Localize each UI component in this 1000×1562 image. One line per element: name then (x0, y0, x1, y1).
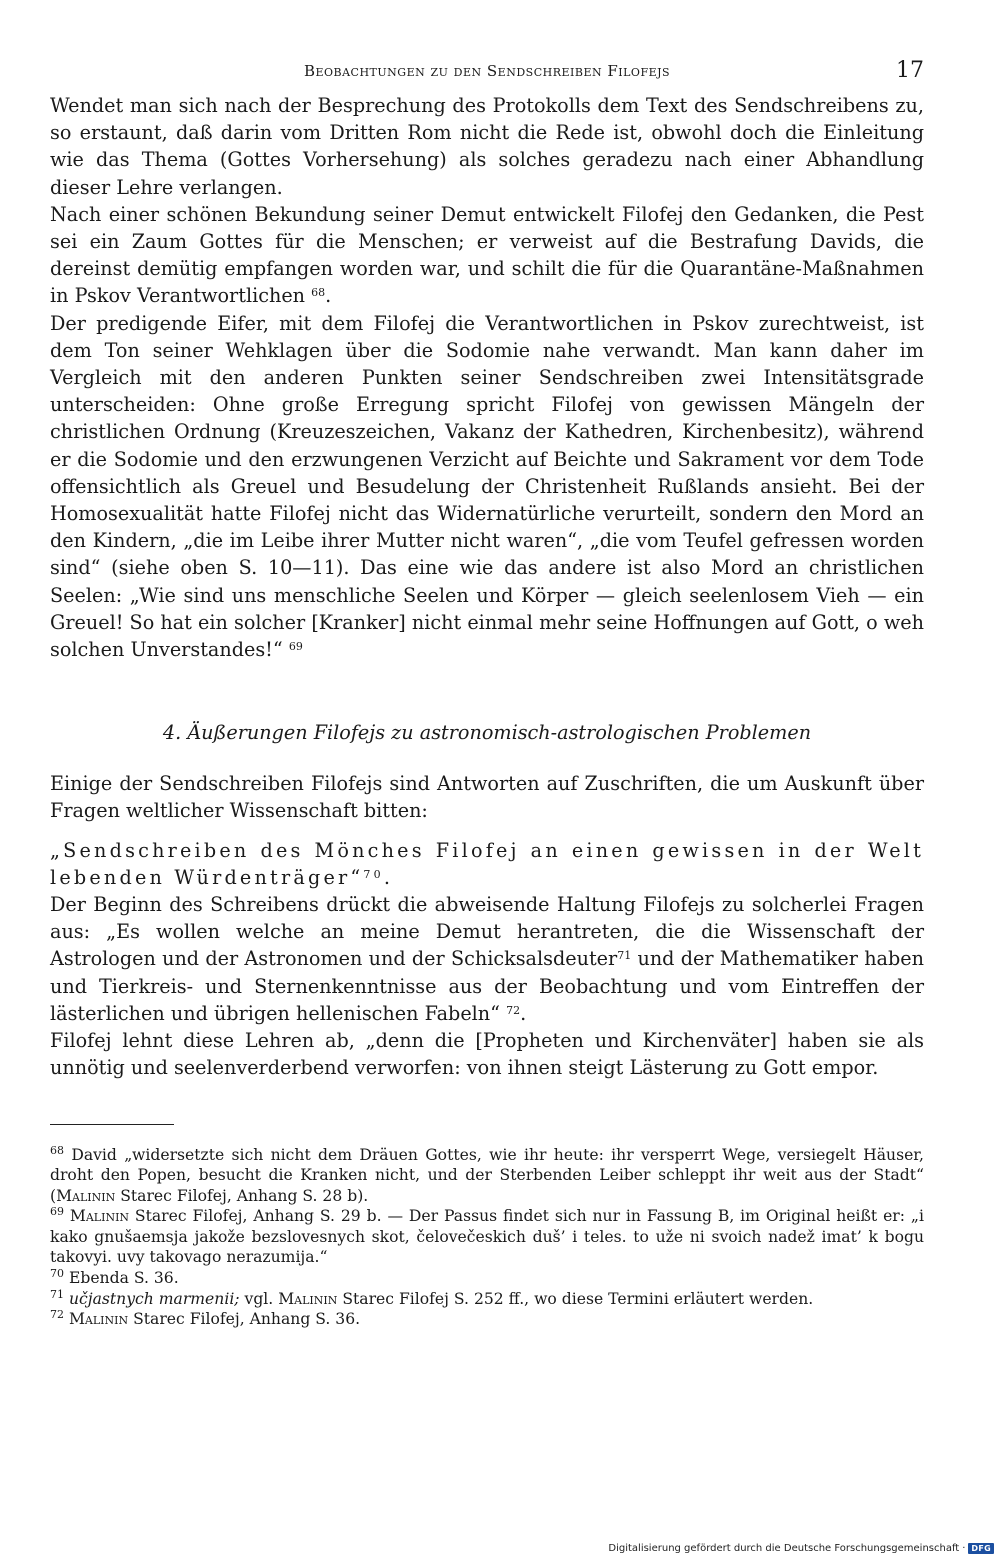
section-heading: 4. Äußerungen Filofejs zu astronomisch-astrologischen Problemen (162, 721, 812, 745)
footnote-number-68: 68 (50, 1143, 64, 1157)
paragraph-1-text: Wendet man sich nach der Besprechung des Protokolls dem Text des Sendschreibens zu, so erstaunt, daß darin vom Dritten Rom nicht die Rede ist, obwohl doch die Einleitung wie das Thema (Gottes Vorhersehung) als solches geradezu nach einer Abhandlung dieser Lehre verlangen. (50, 94, 924, 199)
footnote-number-71: 71 (50, 1287, 64, 1301)
running-title: Beobachtungen zu den Sendschreiben Filofejs (303, 62, 671, 80)
paragraph-5 (50, 891, 924, 1027)
letter-title-text: „Sendschreiben des Mönches Filofej an einen gewissen in der Welt lebenden Würdenträger“ (50, 838, 924, 889)
credit-text: Digitalisierung gefördert durch die Deutsche Forschungsgemeinschaft (608, 1543, 960, 1554)
footnote-71 (50, 1289, 924, 1310)
footnote-72-author: Malinin (68, 1310, 129, 1329)
footnote-number-70: 70 (50, 1267, 64, 1281)
footnote-71-rest: Starec Filofej S. 252 ff., wo diese Termini erläutert werden. (337, 1289, 814, 1308)
paragraph-6-text: Filofej lehnt diese Lehren ab, „denn die [Propheten und Kirchenväter] haben sie als unnötig und seelenverderbend verworfen: von ihnen steigt Lästerung zu Gott empor. (50, 1029, 924, 1080)
footnote-71-term: učjastnych marmenii; (68, 1289, 240, 1308)
footnote-68-author: Malinin (56, 1186, 116, 1205)
digitization-credit (608, 1543, 994, 1554)
paragraph-5-text-a: Der Beginn des Schreibens drückt die abweisende Haltung Filofejs zu solcherlei Fragen aus: „Es wollen welche an meine Demut herantreten, die die Wissenschaft der Astrologen und der Astronomen und der Schicksalsdeuter (50, 893, 924, 971)
footnote-72 (50, 1309, 924, 1330)
running-head (50, 58, 924, 92)
paragraph-2 (50, 201, 924, 310)
footnote-divider (50, 1124, 174, 1125)
footnote-68-ref: Starec Filofej, Anhang S. 28 b). (115, 1186, 369, 1205)
page (50, 58, 924, 1330)
paragraph-3-text: Der predigende Eifer, mit dem Filofej die Verantwortlichen in Pskov zurechtweist, ist dem Ton seiner Wehklagen über die Sodomie nahe verwandt. Man kann daher im Vergleich mit den anderen Punkten seiner Sendschreiben zwei Intensitätsgrade unterscheiden: Ohne große Erregung spricht Filofej von gewissen Mängeln der christlichen Ordnung (Kreuzeszeichen, Vakanz der Kathedren, Kirchenbesitz), während er die Sodomie und den erzwungenen Verzicht auf Beichte und Sakrament vor dem Tode offensichtlich als Greuel und Besudelung der Christenheit Rußlands ansieht. Bei der Homosexualität hatte Filofej nicht das Widernatürliche verurteilt, sondern den Mord an den Kindern, „die im Leibe ihrer Mutter nicht waren“, „die vom Teufel gefressen worden sind“ (siehe oben S. 10—11). Das eine wie das andere ist also Mord an christlichen Seelen: „Wie sind uns menschliche Seelen und Körper — gleich seelenlosem Vieh — ein Greuel! So hat ein solcher [Kranker] nicht einmal mehr seine Hoffnungen auf Gott, o weh solchen Unverstandes!“ (50, 311, 924, 662)
footnote-69-text: Starec Filofej, Anhang S. 29 b. — Der Passus findet sich nur in Fassung B, im Original heißt er: „i kako gnušaemsja jakože bezslovesnych skot, čelovečeskich duš’ i teles. to uže ni svoich nadež imat’ k bogu takovyi. uvy takovago nerazumija.“ (50, 1207, 924, 1267)
footnote-72-text: Starec Filofej, Anhang S. 36. (128, 1310, 361, 1329)
footnote-71-author: Malinin (278, 1289, 338, 1308)
letter-title (50, 837, 924, 891)
paragraph-5-end: . (520, 1001, 527, 1025)
paragraph-5-text-b: und der Mathematiker haben und Tierkreis- und Sternenkenntnisse aus der Beobachtung und vom Eintreffen der lästerlichen und übrigen hellenischen Fabeln“ (50, 947, 924, 1025)
footnote-70-text: Ebenda S. 36. (64, 1269, 179, 1288)
footnote-ref-72[interactable]: 72 (506, 1003, 521, 1017)
paragraph-4-text: Einige der Sendschreiben Filofejs sind Antworten auf Zuschriften, die um Auskunft über Fragen weltlicher Wissenschaft bitten: (50, 772, 924, 823)
paragraph-6 (50, 1027, 924, 1081)
footnote-68-text: David „widersetzte sich nicht dem Dräuen Gottes, wie ihr heute: ihr versperrt Wege, versiegelt Häuser, droht den Popen, besucht die Kranken nicht, und der Sterbenden Leiber schleppt ihr weit aus der Stadt“ ( (50, 1145, 924, 1205)
footnote-ref-70[interactable]: 70 (363, 867, 384, 881)
footnote-ref-68[interactable]: 68 (311, 286, 326, 300)
footnote-71-text: vgl. (239, 1289, 279, 1308)
paragraph-2-text: Nach einer schönen Bekundung seiner Demut entwickelt Filofej den Gedanken, die Pest sei ein Zaum Gottes für die Menschen; er verweist auf die Bestrafung Davids, die dereinst demütig empfangen worden war, und schilt die für die Quarantäne-Maßnahmen in Pskov Verantwortlichen (50, 202, 924, 308)
letter-title-end: . (383, 865, 394, 889)
paragraph-1 (50, 92, 924, 201)
dfg-logo-icon[interactable]: DFG (968, 1543, 994, 1554)
footnote-ref-69[interactable]: 69 (288, 640, 303, 654)
footnote-68 (50, 1145, 924, 1207)
credit-separator: · (962, 1543, 966, 1554)
page-number: 17 (896, 58, 924, 83)
footnote-ref-71[interactable]: 71 (617, 949, 632, 963)
footnote-69 (50, 1206, 924, 1268)
footnote-70 (50, 1268, 924, 1289)
footnote-number-72: 72 (50, 1308, 64, 1322)
footnote-number-69: 69 (50, 1205, 64, 1219)
paragraph-4 (50, 770, 924, 824)
footnote-69-author: Malinin (69, 1207, 130, 1226)
paragraph-3 (50, 310, 924, 664)
paragraph-2-end: . (325, 284, 332, 308)
